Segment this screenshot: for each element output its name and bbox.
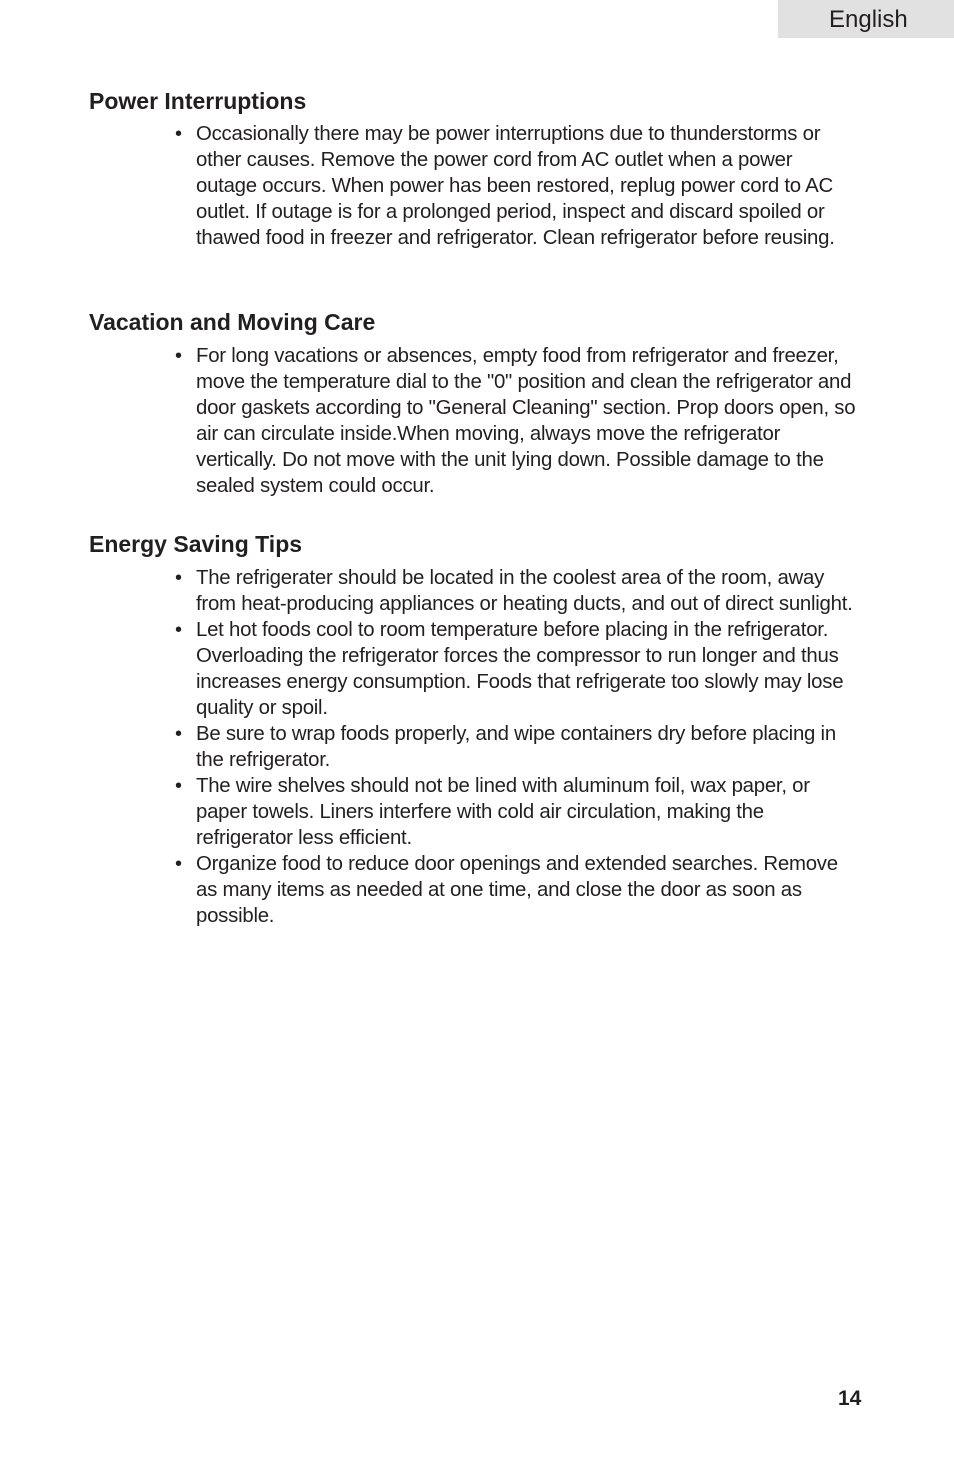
list-item-text: Be sure to wrap foods properly, and wipe containers dry before placing in the refrigerator. — [196, 723, 836, 771]
list-item-text: Organize food to reduce door openings and extended searches. Remove as many items as needed at one time, and close the door as soon as possible. — [196, 853, 838, 927]
bullet-icon: • — [175, 123, 182, 145]
list-item — [175, 773, 856, 851]
bullet-icon: • — [175, 723, 182, 745]
section-title: Energy Saving Tips — [89, 531, 303, 557]
list-item — [175, 121, 856, 251]
page-number: 14 — [838, 1387, 862, 1410]
list-item — [175, 721, 856, 773]
list-item — [175, 565, 856, 617]
list-item-text: The wire shelves should not be lined with aluminum foil, wax paper, or paper towels. Liners interfere with cold air circulation, making the refrigerator less efficient. — [196, 775, 810, 849]
list-item — [175, 617, 856, 721]
list-item-text: For long vacations or absences, empty food from refrigerator and freezer, move the temperature dial to the "0" position and clean the refrigerator and door gaskets according to "General Cleaning" section. Prop doors open, so air can circulate inside.When moving, always move the refrigerator vertically. Do not move with the unit lying down. Possible damage to the sealed system could occur. — [196, 345, 856, 497]
bullet-icon: • — [175, 775, 182, 797]
bullet-list — [175, 565, 856, 929]
bullet-icon: • — [175, 853, 182, 875]
bullet-icon: • — [175, 619, 182, 641]
section-title: Vacation and Moving Care — [89, 309, 376, 335]
section-title: Power Interruptions — [89, 88, 307, 114]
bullet-icon: • — [175, 345, 182, 367]
list-item-text: Occasionally there may be power interruptions due to thunderstorms or other causes. Remove the power cord from AC outlet when a power outage occurs. When power has been restored, replug power cord to AC outlet. If outage is for a prolonged period, inspect and discard spoiled or thawed food in freezer and refrigerator. Clean refrigerator before reusing. — [196, 123, 835, 249]
list-item-text: The refrigerater should be located in the coolest area of the room, away from heat-producing appliances or heating ducts, and out of direct sunlight. — [196, 567, 853, 615]
bullet-icon: • — [175, 567, 182, 589]
list-item — [175, 343, 856, 499]
language-label: English — [829, 6, 908, 33]
bullet-list — [175, 121, 856, 251]
list-item-text: Let hot foods cool to room temperature before placing in the refrigerator. Overloading the refrigerator forces the compressor to run longer and thus increases energy consumption. Foods that refrigerate too slowly may lose quality or spoil. — [196, 619, 844, 719]
list-item — [175, 851, 856, 929]
bullet-list — [175, 343, 856, 499]
language-tab — [778, 0, 954, 38]
